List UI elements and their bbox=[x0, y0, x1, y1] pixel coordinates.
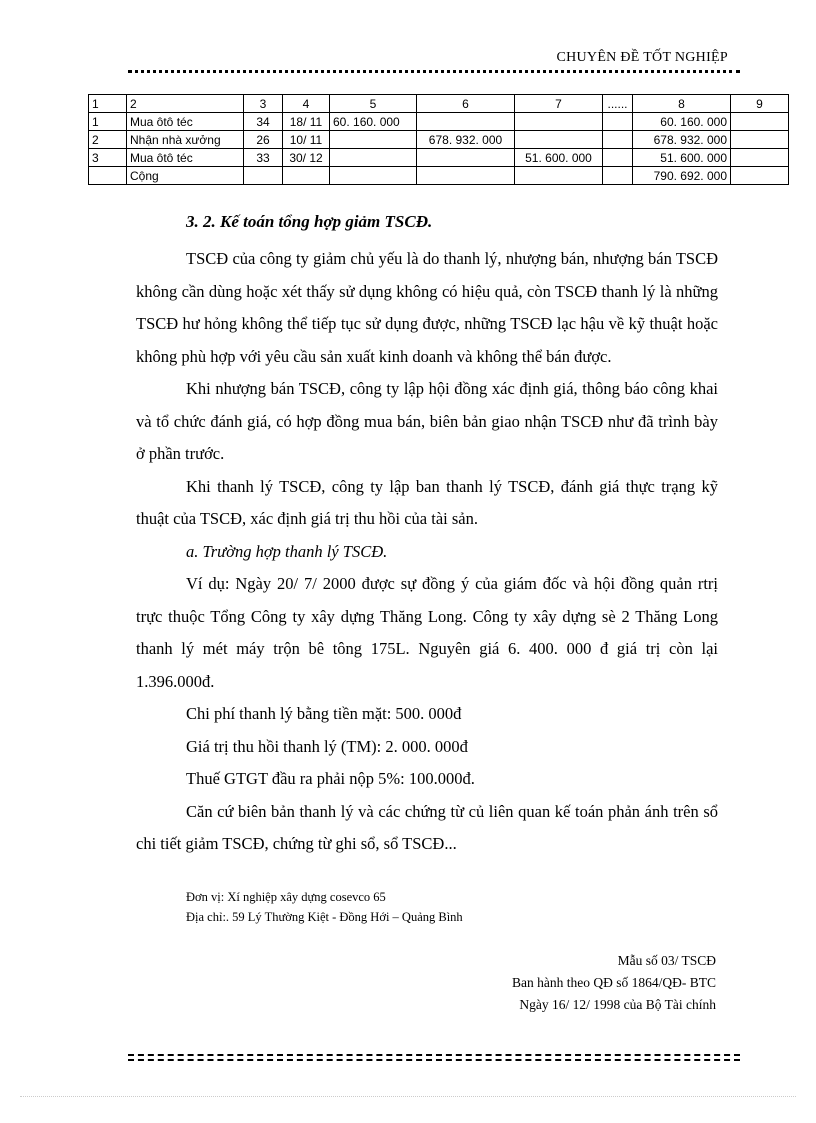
table-cell bbox=[731, 149, 789, 167]
table-cell: 6 bbox=[417, 95, 515, 113]
table-cell: 30/ 12 bbox=[283, 149, 330, 167]
table-cell: 8 bbox=[633, 95, 731, 113]
table-cell bbox=[731, 167, 789, 185]
subheading: a. Trường hợp thanh lý TSCĐ. bbox=[186, 541, 388, 561]
table-cell: 18/ 11 bbox=[283, 113, 330, 131]
table-cell: 1 bbox=[89, 113, 127, 131]
table-cell: 1 bbox=[89, 95, 127, 113]
paragraph: Khi thanh lý TSCĐ, công ty lập ban thanh lý TSCĐ, đánh giá thực trạng kỹ thuật của TSCĐ, xác định giá trị thu hồi của tài sản. bbox=[136, 476, 718, 528]
table-cell: Nhận nhà xưởng bbox=[127, 131, 244, 149]
section-heading: 3. 2. Kế toán tổng hợp giảm TSCĐ. bbox=[186, 212, 433, 231]
table-cell bbox=[330, 149, 417, 167]
table-cell: Cộng bbox=[127, 167, 244, 185]
table-cell: Mua ôtô téc bbox=[127, 113, 244, 131]
table-cell bbox=[89, 167, 127, 185]
table-cell: 5 bbox=[330, 95, 417, 113]
table-cell bbox=[515, 113, 603, 131]
table-cell: 60. 160. 000 bbox=[633, 113, 731, 131]
table-cell: 3 bbox=[89, 149, 127, 167]
footer-dashed-rule bbox=[128, 1054, 740, 1061]
table-cell bbox=[603, 113, 633, 131]
unit-info bbox=[186, 887, 463, 927]
paragraph: TSCĐ của công ty giảm chủ yếu là do thanh lý, nhượng bán, nhượng bán TSCĐ không cần dùng hoặc xét thấy sử dụng không có hiệu quả, còn TSCĐ thanh lý là những TSCĐ hư hỏng không thể tiếp tục sử dụng được, những TSCĐ lạc hậu về kỹ thuật hoặc không phù hợp với yêu cầu sản xuất kinh doanh và không thể bán được. bbox=[136, 249, 718, 366]
paragraph: Giá trị thu hồi thanh lý (TM): 2. 000. 000đ bbox=[186, 736, 468, 756]
table-cell bbox=[417, 149, 515, 167]
table-row bbox=[89, 131, 789, 149]
paragraph: Ví dụ: Ngày 20/ 7/ 2000 được sự đồng ý của giám đốc và hội đồng quản rtrị trực thuộc Tổng Công ty xây dựng Thăng Long. Công ty xây dựng sè 2 Thăng Long thanh lý mét máy trộn bê tông 175L. Nguyên giá 6. 400. 000 đ giá trị còn lại 1.396.000đ. bbox=[136, 574, 718, 691]
table-header-row bbox=[89, 95, 789, 113]
table-cell: 2 bbox=[127, 95, 244, 113]
table-cell bbox=[330, 167, 417, 185]
table-cell bbox=[417, 113, 515, 131]
header-dotted-rule bbox=[128, 70, 740, 73]
table-cell bbox=[515, 167, 603, 185]
page-bottom-edge bbox=[20, 1096, 796, 1097]
table-cell: Mua ôtô téc bbox=[127, 149, 244, 167]
paragraph: Chi phí thanh lý bằng tiền mặt: 500. 000đ bbox=[186, 704, 462, 723]
form-number: Mẫu số 03/ TSCĐ bbox=[617, 953, 716, 968]
form-issued: Ban hành theo QĐ số 1864/QĐ- BTC bbox=[512, 975, 716, 990]
table-cell: 678. 932. 000 bbox=[633, 131, 731, 149]
table-cell: 4 bbox=[283, 95, 330, 113]
table-cell: 678. 932. 000 bbox=[417, 131, 515, 149]
table-cell: 10/ 11 bbox=[283, 131, 330, 149]
table-cell bbox=[603, 149, 633, 167]
table-cell bbox=[603, 131, 633, 149]
table-cell: 3 bbox=[244, 95, 283, 113]
table-total-row bbox=[89, 167, 789, 185]
paragraph: Căn cứ biên bản thanh lý và các chứng từ củ liên quan kế toán phản ánh trên sổ chi tiết giảm TSCĐ, chứng từ ghi sổ, sổ TSCĐ... bbox=[136, 801, 718, 853]
table-cell: 33 bbox=[244, 149, 283, 167]
form-info bbox=[512, 950, 716, 1016]
table-cell: 7 bbox=[515, 95, 603, 113]
table-row bbox=[89, 149, 789, 167]
unit-address: Địa chỉ:. 59 Lý Thường Kiệt - Đồng Hới – Quảng Bình bbox=[186, 910, 463, 924]
table-cell bbox=[515, 131, 603, 149]
table-cell: ...... bbox=[603, 95, 633, 113]
section-body bbox=[136, 243, 718, 861]
paragraph: Khi nhượng bán TSCĐ, công ty lập hội đồng xác định giá, thông báo công khai và tổ chức đánh giá, có hợp đồng mua bán, biên bản giao nhận TSCĐ như đã trình bày ở phần trước. bbox=[136, 379, 718, 463]
table-cell bbox=[731, 131, 789, 149]
table-cell bbox=[417, 167, 515, 185]
page-header-title: CHUYÊN ĐỀ TỐT NGHIỆP bbox=[556, 50, 728, 65]
table-cell bbox=[244, 167, 283, 185]
table-cell: 60. 160. 000 bbox=[330, 113, 417, 131]
asset-increase-table bbox=[88, 94, 789, 185]
table-cell bbox=[283, 167, 330, 185]
table-cell bbox=[603, 167, 633, 185]
table-cell: 790. 692. 000 bbox=[633, 167, 731, 185]
table-cell: 9 bbox=[731, 95, 789, 113]
table-cell bbox=[330, 131, 417, 149]
table-cell: 2 bbox=[89, 131, 127, 149]
unit-name: Đơn vị: Xí nghiệp xây dựng cosevco 65 bbox=[186, 890, 386, 904]
form-date: Ngày 16/ 12/ 1998 của Bộ Tài chính bbox=[519, 997, 716, 1012]
table-row bbox=[89, 113, 789, 131]
table-cell: 26 bbox=[244, 131, 283, 149]
table-cell: 51. 600. 000 bbox=[633, 149, 731, 167]
table-cell: 51. 600. 000 bbox=[515, 149, 603, 167]
table-cell bbox=[731, 113, 789, 131]
paragraph: Thuế GTGT đầu ra phải nộp 5%: 100.000đ. bbox=[186, 769, 475, 788]
table-cell: 34 bbox=[244, 113, 283, 131]
